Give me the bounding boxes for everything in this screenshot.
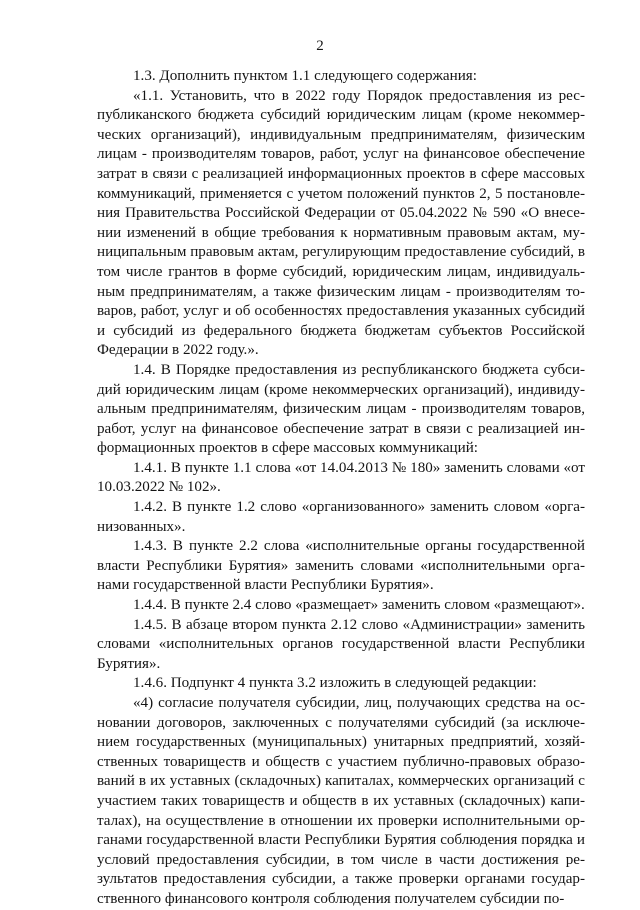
paragraph-1-4: 1.4. В Порядке предоставления из республиканского бюджета субсидий юридическим лицам (кроме некоммерческих организаций), индивидуальным предпринимателям, физическим лицам - производителям товаров, работ, услуг на финансовое обеспечение затрат в связи с реализацией информационных проектов в сфере массовых коммуникаций: (97, 361, 585, 457)
paragraph-1-1-quote: «1.1. Установить, что в 2022 году Порядок предоставления из республиканского бюджета субсидий юридическим лицам (кроме некоммерческих организаций), индивидуальным предпринимателям, физическим лицам - производителям товаров, работ, услуг на финансовое обеспечение затрат в связи с реализацией информационных проектов в сфере массовых коммуникаций, применяется с учетом положений пунктов 2, 5 постановления Правительства Российской Федерации от 05.04.2022 № 590 «О внесении изменений в общие требования к нормативным правовым актам, муниципальным правовым актам, регулирующим предоставление субсидий, в том числе грантов в форме субсидий, юридическим лицам, индивидуальным предпринимателям, а также физическим лицам - производителям товаров, работ, услуг и об особенностях предоставления указанных субсидий и субсидий из федерального бюджета бюджетам субъектов Российской Федерации в 2022 году.». (97, 87, 585, 359)
paragraph-1-4-2: 1.4.2. В пункте 1.2 слово «организованного» заменить словом «организованных». (97, 499, 585, 535)
paragraph-1-4-3: 1.4.3. В пункте 2.2 слова «исполнительные органы государственной власти Республики Бурятия» заменить словами «исполнительными органами государственной власти Республики Бурятия». (97, 538, 585, 594)
paragraph-1-4-5: 1.4.5. В абзаце втором пункта 2.12 слово «Администрации» заменить словами «исполнительных органов государственной власти Республики Бурятия». (97, 616, 585, 672)
page-number: 2 (316, 38, 324, 54)
paragraph-1-4-1: 1.4.1. В пункте 1.1 слова «от 14.04.2013 № 180» заменить словами «от 10.03.2022 № 102». (97, 459, 585, 496)
document-body (97, 67, 585, 910)
paragraph-subitem-4: «4) согласие получателя субсидии, лиц, получающих средства на основании договоров, заключенных с получателями субсидий (за исключением государственных (муниципальных) унитарных предприятий, хозяйственных товариществ и обществ с участием публично-правовых образований в их уставных (складочных) капиталах, коммерческих организаций с участием таких товариществ и обществ в их уставных (складочных) капиталах), на осуществление в отношении их проверки исполнительными органами государственной власти Республики Бурятия соблюдения порядка и условий предоставления субсидии, в том числе в части достижения результатов предоставления субсидии, а также проверки органами государственного финансового контроля соблюдения получателем субсидии по- (97, 695, 585, 907)
paragraph-1-3-heading: 1.3. Дополнить пунктом 1.1 следующего содержания: (133, 68, 477, 84)
paragraph-1-4-6: 1.4.6. Подпункт 4 пункта 3.2 изложить в следующей редакции: (133, 675, 537, 692)
paragraph-1-4-4: 1.4.4. В пункте 2.4 слово «размещает» заменить словом «размещают». (133, 597, 585, 614)
